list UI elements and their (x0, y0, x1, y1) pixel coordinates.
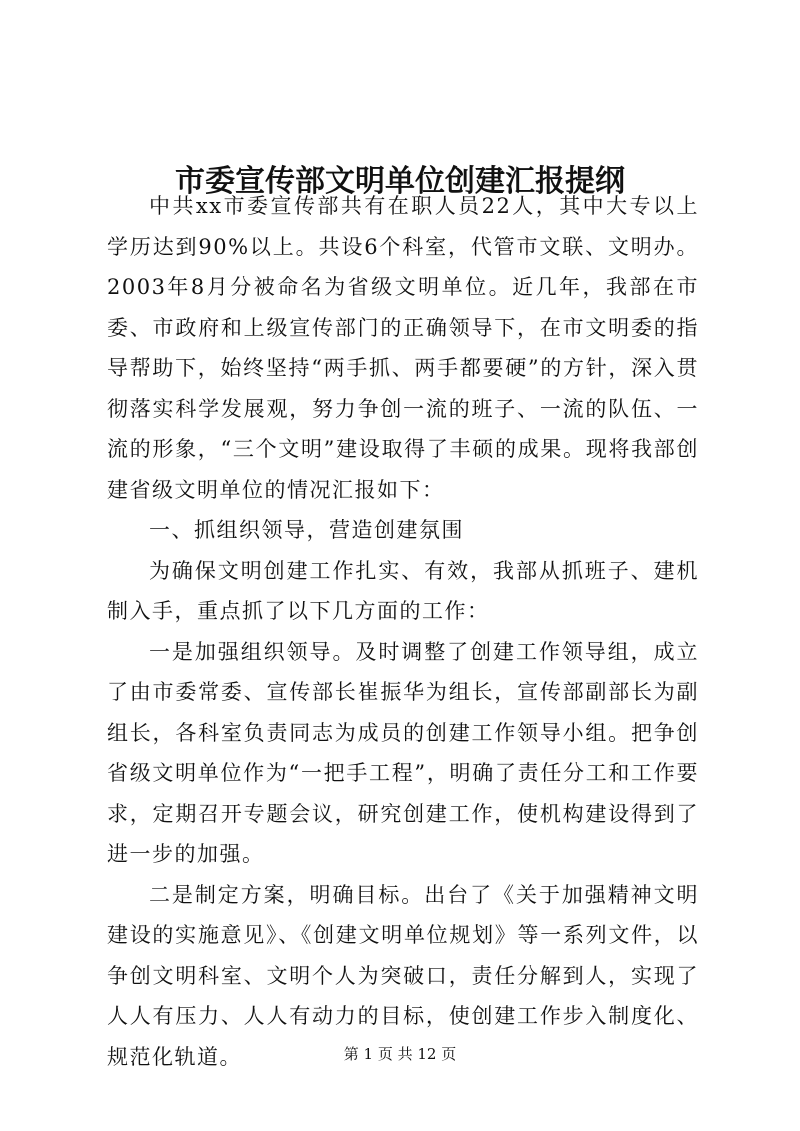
document-title: 市委宣传部文明单位创建汇报提纲 (175, 164, 625, 200)
paragraph-organization: 一是加强组织领导。及时调整了创建工作领导组，成立了由市委常委、宣传部长崔振华为组长，宣传部副部长为副组长，各科室负责同志为成员的创建工作领导小组。把争创省级文明单位作为“一把手工程”，明确了责任分工和工作要求，定期召开专题会议，研究创建工作，使机构建设得到了进一步的加强。 (107, 639, 699, 866)
section-heading-1: 一、抓组织领导，营造创建氛围 (149, 518, 464, 542)
paragraph-section-intro: 为确保文明创建工作扎实、有效，我部从抓班子、建机制入手，重点抓了以下几方面的工作： (107, 558, 699, 623)
document-body (107, 186, 699, 1077)
paragraph-plan: 二是制定方案，明确目标。出台了《关于加强精神文明建设的实施意见》、《创建文明单位规划》等一系列文件，以争创文明科室、文明个人为突破口，责任分解到人，实现了人人有压力、人人有动力的目标，使创建工作步入制度化、规范化轨道。 (107, 882, 699, 1069)
paragraph-intro: 中共xx市委宣传部共有在职人员22人，其中大专以上学历达到90%以上。共设6个科室，代管市文联、文明办。2003年8月分被命名为省级文明单位。近几年，我部在市委、市政府和上级宣传部门的正确领导下，在市文明委的指导帮助下，始终坚持“两手抓、两手都要硬”的方针，深入贯彻落实科学发展观，努力争创一流的班子、一流的队伍、一流的形象，“三个文明”建设取得了丰硕的成果。现将我部创建省级文明单位的情况汇报如下： (107, 194, 699, 502)
page-number-footer: 第 1 页 共 12 页 (343, 1045, 457, 1063)
